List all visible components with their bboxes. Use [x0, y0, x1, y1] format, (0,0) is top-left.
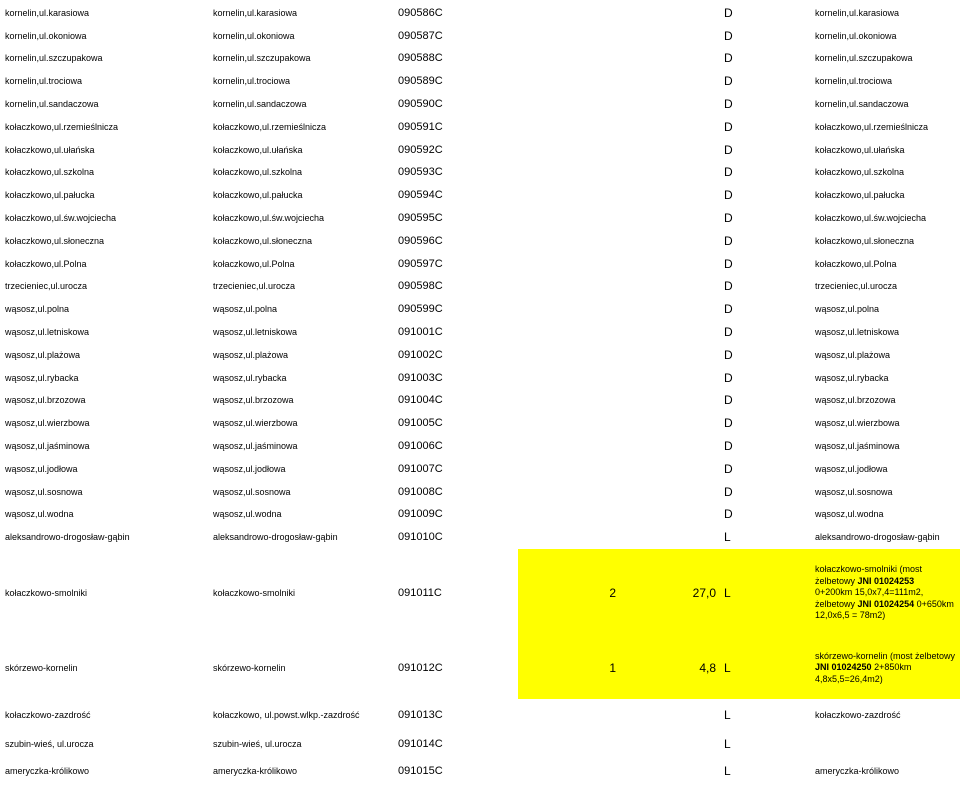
length-cell — [618, 390, 718, 413]
description-cell: wąsosz,ul.rybacka — [815, 372, 889, 383]
category-cell: D — [724, 461, 733, 476]
table-row — [0, 116, 960, 139]
table-row — [0, 481, 960, 504]
category-cell: L — [724, 530, 731, 545]
category-cell: D — [724, 97, 733, 112]
road-location-cell: kołaczkowo,ul.szkolna — [213, 167, 303, 178]
road-name-cell: wąsosz,ul.polna — [5, 304, 70, 315]
bridge-note-line: skórzewo-kornelin (most żelbetowy — [815, 650, 956, 661]
road-location-cell: wąsosz,ul.jodłowa — [213, 463, 286, 474]
table-row — [0, 435, 960, 458]
quantity-cell — [518, 184, 618, 207]
road-location-cell: wąsosz,ul.letniskowa — [213, 327, 298, 338]
category-cell: D — [724, 347, 733, 362]
quantity-cell — [518, 25, 618, 48]
category-cell: D — [724, 28, 733, 43]
road-location-cell: wąsosz,ul.rybacka — [213, 372, 287, 383]
description-cell: kornelin,ul.trociowa — [815, 76, 893, 87]
road-location-cell: kołaczkowo,ul.Polna — [213, 258, 295, 269]
road-code-cell: 090591C — [398, 120, 443, 133]
road-name-cell: ameryczka-królikowo — [5, 766, 90, 777]
category-cell: D — [724, 393, 733, 408]
description-cell: wąsosz,ul.jaśminowa — [815, 441, 900, 452]
road-location-cell: skórzewo-kornelin — [213, 662, 286, 673]
road-code-cell: 091002C — [398, 348, 443, 361]
length-cell — [618, 731, 718, 758]
description-cell: wąsosz,ul.jodłowa — [815, 463, 888, 474]
road-code-cell: 091009C — [398, 508, 443, 521]
length-cell — [618, 230, 718, 253]
quantity-cell — [518, 93, 618, 116]
category-cell: D — [724, 439, 733, 454]
bridge-note-line: kołaczkowo-smolniki (most — [815, 564, 923, 575]
length-cell — [618, 758, 718, 785]
quantity-cell: 1 — [518, 637, 618, 699]
table-row — [0, 699, 960, 731]
table-row — [0, 207, 960, 230]
road-location-cell: kołaczkowo,ul.pałucka — [213, 190, 303, 201]
bridge-note-line: JNI 01024250 — [815, 662, 872, 673]
length-cell — [618, 458, 718, 481]
road-name-cell: wąsosz,ul.letniskowa — [5, 327, 90, 338]
table-row-bridge — [0, 549, 960, 637]
road-code-cell: 091003C — [398, 371, 443, 384]
road-code-cell: 090587C — [398, 29, 443, 42]
road-name-cell: wąsosz,ul.rybacka — [5, 372, 79, 383]
description-cell: kołaczkowo,ul.słoneczna — [815, 235, 915, 246]
road-code-cell: 091007C — [398, 462, 443, 475]
category-cell: D — [724, 233, 733, 248]
quantity-cell — [518, 70, 618, 93]
quantity-cell — [518, 207, 618, 230]
length-cell — [618, 504, 718, 527]
quantity-cell — [518, 367, 618, 390]
road-name-cell: kołaczkowo-smolniki — [5, 587, 88, 598]
road-name-cell: kołaczkowo-zazdrość — [5, 709, 91, 720]
length-cell — [618, 321, 718, 344]
description-cell: wąsosz,ul.polna — [815, 304, 880, 315]
description-cell: wąsosz,ul.wierzbowa — [815, 418, 900, 429]
description-cell: kołaczkowo-zazdrość — [815, 709, 901, 720]
road-code-cell: 091010C — [398, 531, 443, 544]
road-code-cell: 091014C — [398, 738, 443, 751]
table-row — [0, 2, 960, 25]
table-row — [0, 93, 960, 116]
quantity-cell — [518, 699, 618, 731]
road-code-cell: 090586C — [398, 6, 443, 19]
road-name-cell: wąsosz,ul.sosnowa — [5, 486, 83, 497]
table-row — [0, 526, 960, 549]
road-location-cell: kołaczkowo,ul.słoneczna — [213, 235, 313, 246]
road-name-cell: kołaczkowo,ul.św.wojciecha — [5, 213, 117, 224]
road-name-cell: wąsosz,ul.wodna — [5, 509, 74, 520]
road-name-cell: kornelin,ul.szczupakowa — [5, 53, 103, 64]
length-cell — [618, 116, 718, 139]
table-row — [0, 139, 960, 162]
category-cell: L — [718, 549, 810, 637]
road-code-cell: 090599C — [398, 303, 443, 316]
road-code-cell: 091001C — [398, 326, 443, 339]
quantity-cell — [518, 48, 618, 71]
road-name-cell: kornelin,ul.okoniowa — [5, 30, 87, 41]
road-code-cell: 091011C — [398, 586, 442, 599]
road-code-cell: 090595C — [398, 212, 443, 225]
road-name-cell: kornelin,ul.trociowa — [5, 76, 83, 87]
table-row — [0, 230, 960, 253]
length-cell — [618, 2, 718, 25]
road-code-cell: 090590C — [398, 98, 443, 111]
quantity-cell — [518, 253, 618, 276]
quantity-cell — [518, 139, 618, 162]
description-cell: kołaczkowo,ul.ułańska — [815, 144, 905, 155]
description-cell: kornelin,ul.sandaczowa — [815, 99, 909, 110]
road-location-cell: trzecieniec,ul.urocza — [213, 281, 296, 292]
length-cell — [618, 253, 718, 276]
road-code-cell: 090592C — [398, 143, 443, 156]
length-cell — [618, 70, 718, 93]
quantity-cell — [518, 162, 618, 185]
road-location-cell: wąsosz,ul.sosnowa — [213, 486, 291, 497]
table-row — [0, 321, 960, 344]
category-cell: D — [724, 302, 733, 317]
road-name-cell: kołaczkowo,ul.pałucka — [5, 190, 95, 201]
quantity-cell — [518, 276, 618, 299]
length-cell — [618, 207, 718, 230]
road-code-cell: 091006C — [398, 440, 443, 453]
road-location-cell: aleksandrowo-drogosław-gąbin — [213, 532, 338, 543]
bridge-note-cell — [810, 549, 960, 637]
description-cell: wąsosz,ul.sosnowa — [815, 486, 893, 497]
table-row — [0, 253, 960, 276]
bridge-note-line: żelbetowy — [815, 598, 858, 609]
table-row — [0, 412, 960, 435]
category-cell: D — [724, 370, 733, 385]
road-code-cell: 090598C — [398, 280, 443, 293]
category-cell: D — [724, 507, 733, 522]
quantity-cell — [518, 435, 618, 458]
description-cell: wąsosz,ul.letniskowa — [815, 327, 900, 338]
road-location-cell: szubin-wieś, ul.urocza — [213, 739, 302, 750]
road-location-cell: kornelin,ul.karasiowa — [213, 7, 298, 18]
length-cell — [618, 162, 718, 185]
road-code-cell: 090597C — [398, 257, 443, 270]
quantity-cell — [518, 390, 618, 413]
road-name-cell: kołaczkowo,ul.słoneczna — [5, 235, 105, 246]
table-row-bridge — [0, 637, 960, 699]
road-code-cell: 090588C — [398, 52, 443, 65]
road-code-cell: 091005C — [398, 417, 443, 430]
category-cell: D — [724, 119, 733, 134]
description-cell: kołaczkowo,ul.Polna — [815, 258, 897, 269]
description-cell: kornelin,ul.szczupakowa — [815, 53, 913, 64]
quantity-cell — [518, 481, 618, 504]
road-location-cell: wąsosz,ul.brzozowa — [213, 395, 294, 406]
category-cell: D — [724, 142, 733, 157]
length-cell — [618, 276, 718, 299]
bridge-note-line: 2+850km — [871, 662, 912, 673]
road-name-cell: wąsosz,ul.jodłowa — [5, 463, 78, 474]
table-row — [0, 25, 960, 48]
road-location-cell: kornelin,ul.sandaczowa — [213, 99, 307, 110]
road-name-cell: wąsosz,ul.plażowa — [5, 349, 81, 360]
category-cell: D — [724, 5, 733, 20]
road-code-cell: 090594C — [398, 189, 443, 202]
road-name-cell: skórzewo-kornelin — [5, 662, 78, 673]
length-cell — [618, 48, 718, 71]
road-code-cell: 090589C — [398, 75, 443, 88]
road-code-cell: 090593C — [398, 166, 443, 179]
category-cell: L — [724, 764, 731, 779]
bridge-note-line: JNI 01024253 — [857, 575, 915, 586]
quantity-cell — [518, 504, 618, 527]
category-cell: D — [724, 211, 733, 226]
road-code-cell: 090596C — [398, 234, 443, 247]
description-cell: trzecieniec,ul.urocza — [815, 281, 898, 292]
table-row — [0, 731, 960, 758]
road-code-cell: 091015C — [398, 765, 443, 778]
table-row — [0, 70, 960, 93]
table-row — [0, 367, 960, 390]
road-name-cell: kołaczkowo,ul.ułańska — [5, 144, 95, 155]
description-cell: ameryczka-królikowo — [815, 766, 900, 777]
bridge-note-line: żelbetowy — [815, 575, 858, 586]
road-name-cell: kołaczkowo,ul.rzemieślnicza — [5, 121, 119, 132]
road-name-cell: kornelin,ul.karasiowa — [5, 7, 90, 18]
category-cell: D — [724, 256, 733, 271]
quantity-cell — [518, 458, 618, 481]
category-cell: D — [724, 188, 733, 203]
road-name-cell: kołaczkowo,ul.Polna — [5, 258, 87, 269]
table-row — [0, 162, 960, 185]
quantity-cell — [518, 758, 618, 785]
table-row — [0, 298, 960, 321]
bridge-note-line: 4,8x5,5=26,4m2) — [815, 673, 883, 684]
category-cell: D — [724, 74, 733, 89]
category-cell: D — [724, 484, 733, 499]
bridge-note-line: JNI 01024254 — [857, 598, 915, 609]
bridge-note-cell — [810, 637, 960, 699]
quantity-cell — [518, 412, 618, 435]
road-code-cell: 091013C — [398, 708, 443, 721]
length-cell — [618, 699, 718, 731]
table-row — [0, 504, 960, 527]
length-cell — [618, 298, 718, 321]
road-code-cell: 091008C — [398, 485, 443, 498]
road-name-cell: kornelin,ul.sandaczowa — [5, 99, 99, 110]
description-cell — [810, 731, 960, 758]
road-location-cell: kołaczkowo, ul.powst.wlkp.-zazdrość — [213, 709, 360, 720]
road-location-cell: wąsosz,ul.jaśminowa — [213, 441, 298, 452]
length-cell — [618, 435, 718, 458]
length-cell — [618, 93, 718, 116]
road-location-cell: kołaczkowo-smolniki — [213, 587, 296, 598]
road-location-cell: wąsosz,ul.polna — [213, 304, 278, 315]
bridge-note-line: 12,0x6,5 = 78m2) — [815, 610, 886, 621]
length-cell — [618, 25, 718, 48]
category-cell: D — [724, 165, 733, 180]
road-location-cell: wąsosz,ul.wierzbowa — [213, 418, 298, 429]
road-location-cell: kornelin,ul.szczupakowa — [213, 53, 311, 64]
length-cell — [618, 344, 718, 367]
quantity-cell: 2 — [518, 549, 618, 637]
description-cell: kołaczkowo,ul.św.wojciecha — [815, 213, 927, 224]
quantity-cell — [518, 116, 618, 139]
length-cell — [618, 184, 718, 207]
table-row — [0, 758, 960, 785]
table-row — [0, 458, 960, 481]
bridge-note-line: 0+200km 15,0x7,4=111m2, — [815, 587, 924, 598]
road-name-cell: trzecieniec,ul.urocza — [5, 281, 88, 292]
road-name-cell: aleksandrowo-drogosław-gąbin — [5, 532, 130, 543]
category-cell: L — [724, 737, 731, 752]
road-location-cell: wąsosz,ul.wodna — [213, 509, 282, 520]
description-cell: kornelin,ul.okoniowa — [815, 30, 897, 41]
table-row — [0, 48, 960, 71]
road-name-cell: wąsosz,ul.wierzbowa — [5, 418, 90, 429]
road-location-cell: kornelin,ul.okoniowa — [213, 30, 295, 41]
table-row — [0, 344, 960, 367]
road-location-cell: kornelin,ul.trociowa — [213, 76, 291, 87]
length-cell — [618, 526, 718, 549]
category-cell: D — [724, 279, 733, 294]
length-cell — [618, 481, 718, 504]
category-cell: D — [724, 325, 733, 340]
description-cell: wąsosz,ul.plażowa — [815, 349, 891, 360]
road-location-cell: ameryczka-królikowo — [213, 766, 298, 777]
category-cell: D — [724, 416, 733, 431]
road-location-cell: kołaczkowo,ul.ułańska — [213, 144, 303, 155]
road-name-cell: kołaczkowo,ul.szkolna — [5, 167, 95, 178]
description-cell: kołaczkowo,ul.rzemieślnicza — [815, 121, 929, 132]
road-location-cell: wąsosz,ul.plażowa — [213, 349, 289, 360]
description-cell: wąsosz,ul.wodna — [815, 509, 884, 520]
road-name-cell: wąsosz,ul.jaśminowa — [5, 441, 90, 452]
length-cell — [618, 139, 718, 162]
road-code-cell: 091004C — [398, 394, 443, 407]
description-cell: kornelin,ul.karasiowa — [815, 7, 900, 18]
category-cell: D — [724, 51, 733, 66]
quantity-cell — [518, 298, 618, 321]
road-name-cell: szubin-wieś, ul.urocza — [5, 739, 94, 750]
road-register-table — [0, 2, 960, 785]
description-cell: aleksandrowo-drogosław-gąbin — [815, 532, 940, 543]
length-cell: 27,0 — [618, 549, 718, 637]
road-location-cell: kołaczkowo,ul.rzemieślnicza — [213, 121, 327, 132]
description-cell: kołaczkowo,ul.szkolna — [815, 167, 905, 178]
length-cell — [618, 367, 718, 390]
table-row — [0, 184, 960, 207]
quantity-cell — [518, 2, 618, 25]
bridge-note-line: 0+650km — [914, 598, 954, 609]
length-cell: 4,8 — [618, 637, 718, 699]
quantity-cell — [518, 321, 618, 344]
quantity-cell — [518, 731, 618, 758]
table-row — [0, 390, 960, 413]
category-cell: L — [718, 637, 810, 699]
road-location-cell: kołaczkowo,ul.św.wojciecha — [213, 213, 325, 224]
table-row — [0, 276, 960, 299]
length-cell — [618, 412, 718, 435]
road-name-cell: wąsosz,ul.brzozowa — [5, 395, 86, 406]
description-cell: wąsosz,ul.brzozowa — [815, 395, 896, 406]
road-code-cell: 091012C — [398, 661, 443, 674]
quantity-cell — [518, 230, 618, 253]
quantity-cell — [518, 344, 618, 367]
description-cell: kołaczkowo,ul.pałucka — [815, 190, 905, 201]
quantity-cell — [518, 526, 618, 549]
category-cell: L — [724, 707, 731, 722]
